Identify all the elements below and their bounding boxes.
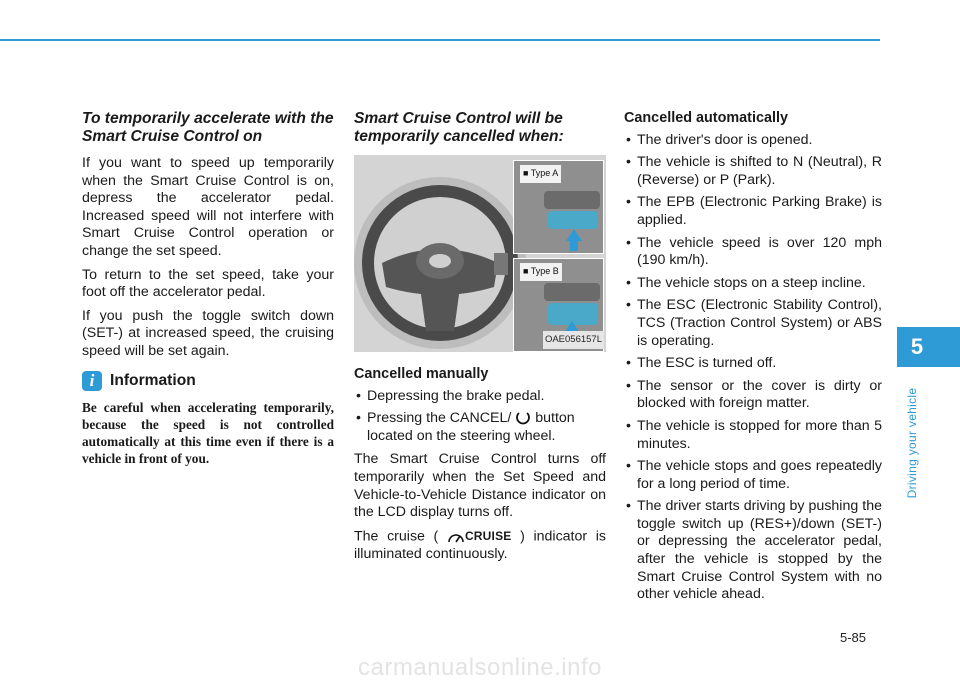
chapter-title: Driving your vehicle (905, 387, 919, 499)
cruise-indicator-icon (447, 528, 512, 546)
paragraph: If you want to speed up temporarily when the Smart Cruise Control is on, depress the accelerator pedal. Increased speed will not interfere with Smart Cruise Control operation or change the set speed. (82, 155, 334, 259)
paragraph: If you push the toggle switch down (SET-) at increased speed, the cruising speed will be set again. (82, 307, 334, 359)
cancelled-automatically-heading: Cancelled automatically (624, 110, 788, 126)
cancel-button-icon (515, 410, 531, 426)
cruise-indicator-text: CRUISE (464, 528, 512, 543)
information-header (82, 371, 334, 391)
information-body: Be careful when accelerating temporarily, because the speed is not controlled automatically at this time even if there is a vehicle in front of you. (82, 399, 334, 466)
paragraph: The Smart Cruise Control turns off temporarily when the Set Speed and Vehicle-to-Vehicle Distance indicator on the LCD display turns off. (354, 451, 606, 521)
list-item: • The driver's door is opened. (624, 132, 882, 150)
chapter-number: 5 (910, 334, 924, 359)
figure-code: OAE056157L (543, 331, 604, 349)
list-item: • The ESC is turned off. (624, 355, 882, 373)
cruise-text-prefix: The cruise ( (354, 528, 439, 545)
type-b-label: ■ Type B (520, 263, 562, 281)
header-rule (0, 39, 880, 41)
cruise-text-suffix: ) indicator is illuminated continuously. (354, 528, 606, 562)
list-item: • The EPB (Electronic Parking Brake) is applied. (624, 194, 882, 229)
automatic-list (624, 132, 882, 604)
chapter-tab (897, 327, 960, 367)
manual-list (354, 388, 606, 446)
list-item: • The ESC (Electronic Stability Control), TCS (Traction Control System) or ABS is operating. (624, 297, 882, 350)
list-item: • The vehicle speed is over 120 mph (190 km/h). (624, 235, 882, 270)
page-number: 5-85 (840, 630, 867, 645)
cancelled-manually-heading: Cancelled manually (354, 366, 489, 382)
list-item: • The vehicle stops and goes repeatedly for a long period of time. (624, 458, 882, 493)
information-title: Information (110, 371, 196, 389)
column-cancelled-automatically (624, 110, 882, 610)
speedometer-icon (447, 530, 465, 544)
cancel-text-suffix: button located on the steering wheel. (367, 410, 575, 444)
list-item: • The vehicle is shifted to N (Neutral), R (Reverse) or P (Park). (624, 154, 882, 189)
steering-wheel-figure (354, 155, 606, 352)
column-cancelled-when (354, 110, 606, 569)
information-icon: i (82, 371, 102, 391)
section-heading-cancelled: Smart Cruise Control will be temporarily cancelled when: (354, 110, 564, 145)
section-heading-accelerate: To temporarily accelerate with the Smart Cruise Control on (82, 110, 334, 145)
list-item: • The vehicle is stopped for more than 5 minutes. (624, 418, 882, 453)
column-accelerate (82, 110, 334, 467)
list-item: • The sensor or the cover is dirty or blocked with foreign matter. (624, 378, 882, 413)
type-a-inset (513, 160, 604, 254)
chapter-title-vertical (902, 388, 922, 498)
list-item: • The driver starts driving by pushing the toggle switch up (RES+)/down (SET-) or depressing the accelerator pedal, after the vehicle is stopped by the Smart Cruise Control System with no other vehicle ahead. (624, 498, 882, 604)
list-item (354, 410, 606, 445)
list-item: • The vehicle stops on a steep incline. (624, 275, 882, 293)
cancel-text-prefix: Pressing the CANCEL/ (367, 410, 512, 427)
type-a-label: ■ Type A (520, 165, 561, 183)
list-item: • Depressing the brake pedal. (354, 388, 606, 406)
watermark: carmanualsonline.info (358, 654, 602, 681)
cruise-indicator-paragraph (354, 528, 606, 564)
paragraph: To return to the set speed, take your foot off the accelerator pedal. (82, 266, 334, 301)
